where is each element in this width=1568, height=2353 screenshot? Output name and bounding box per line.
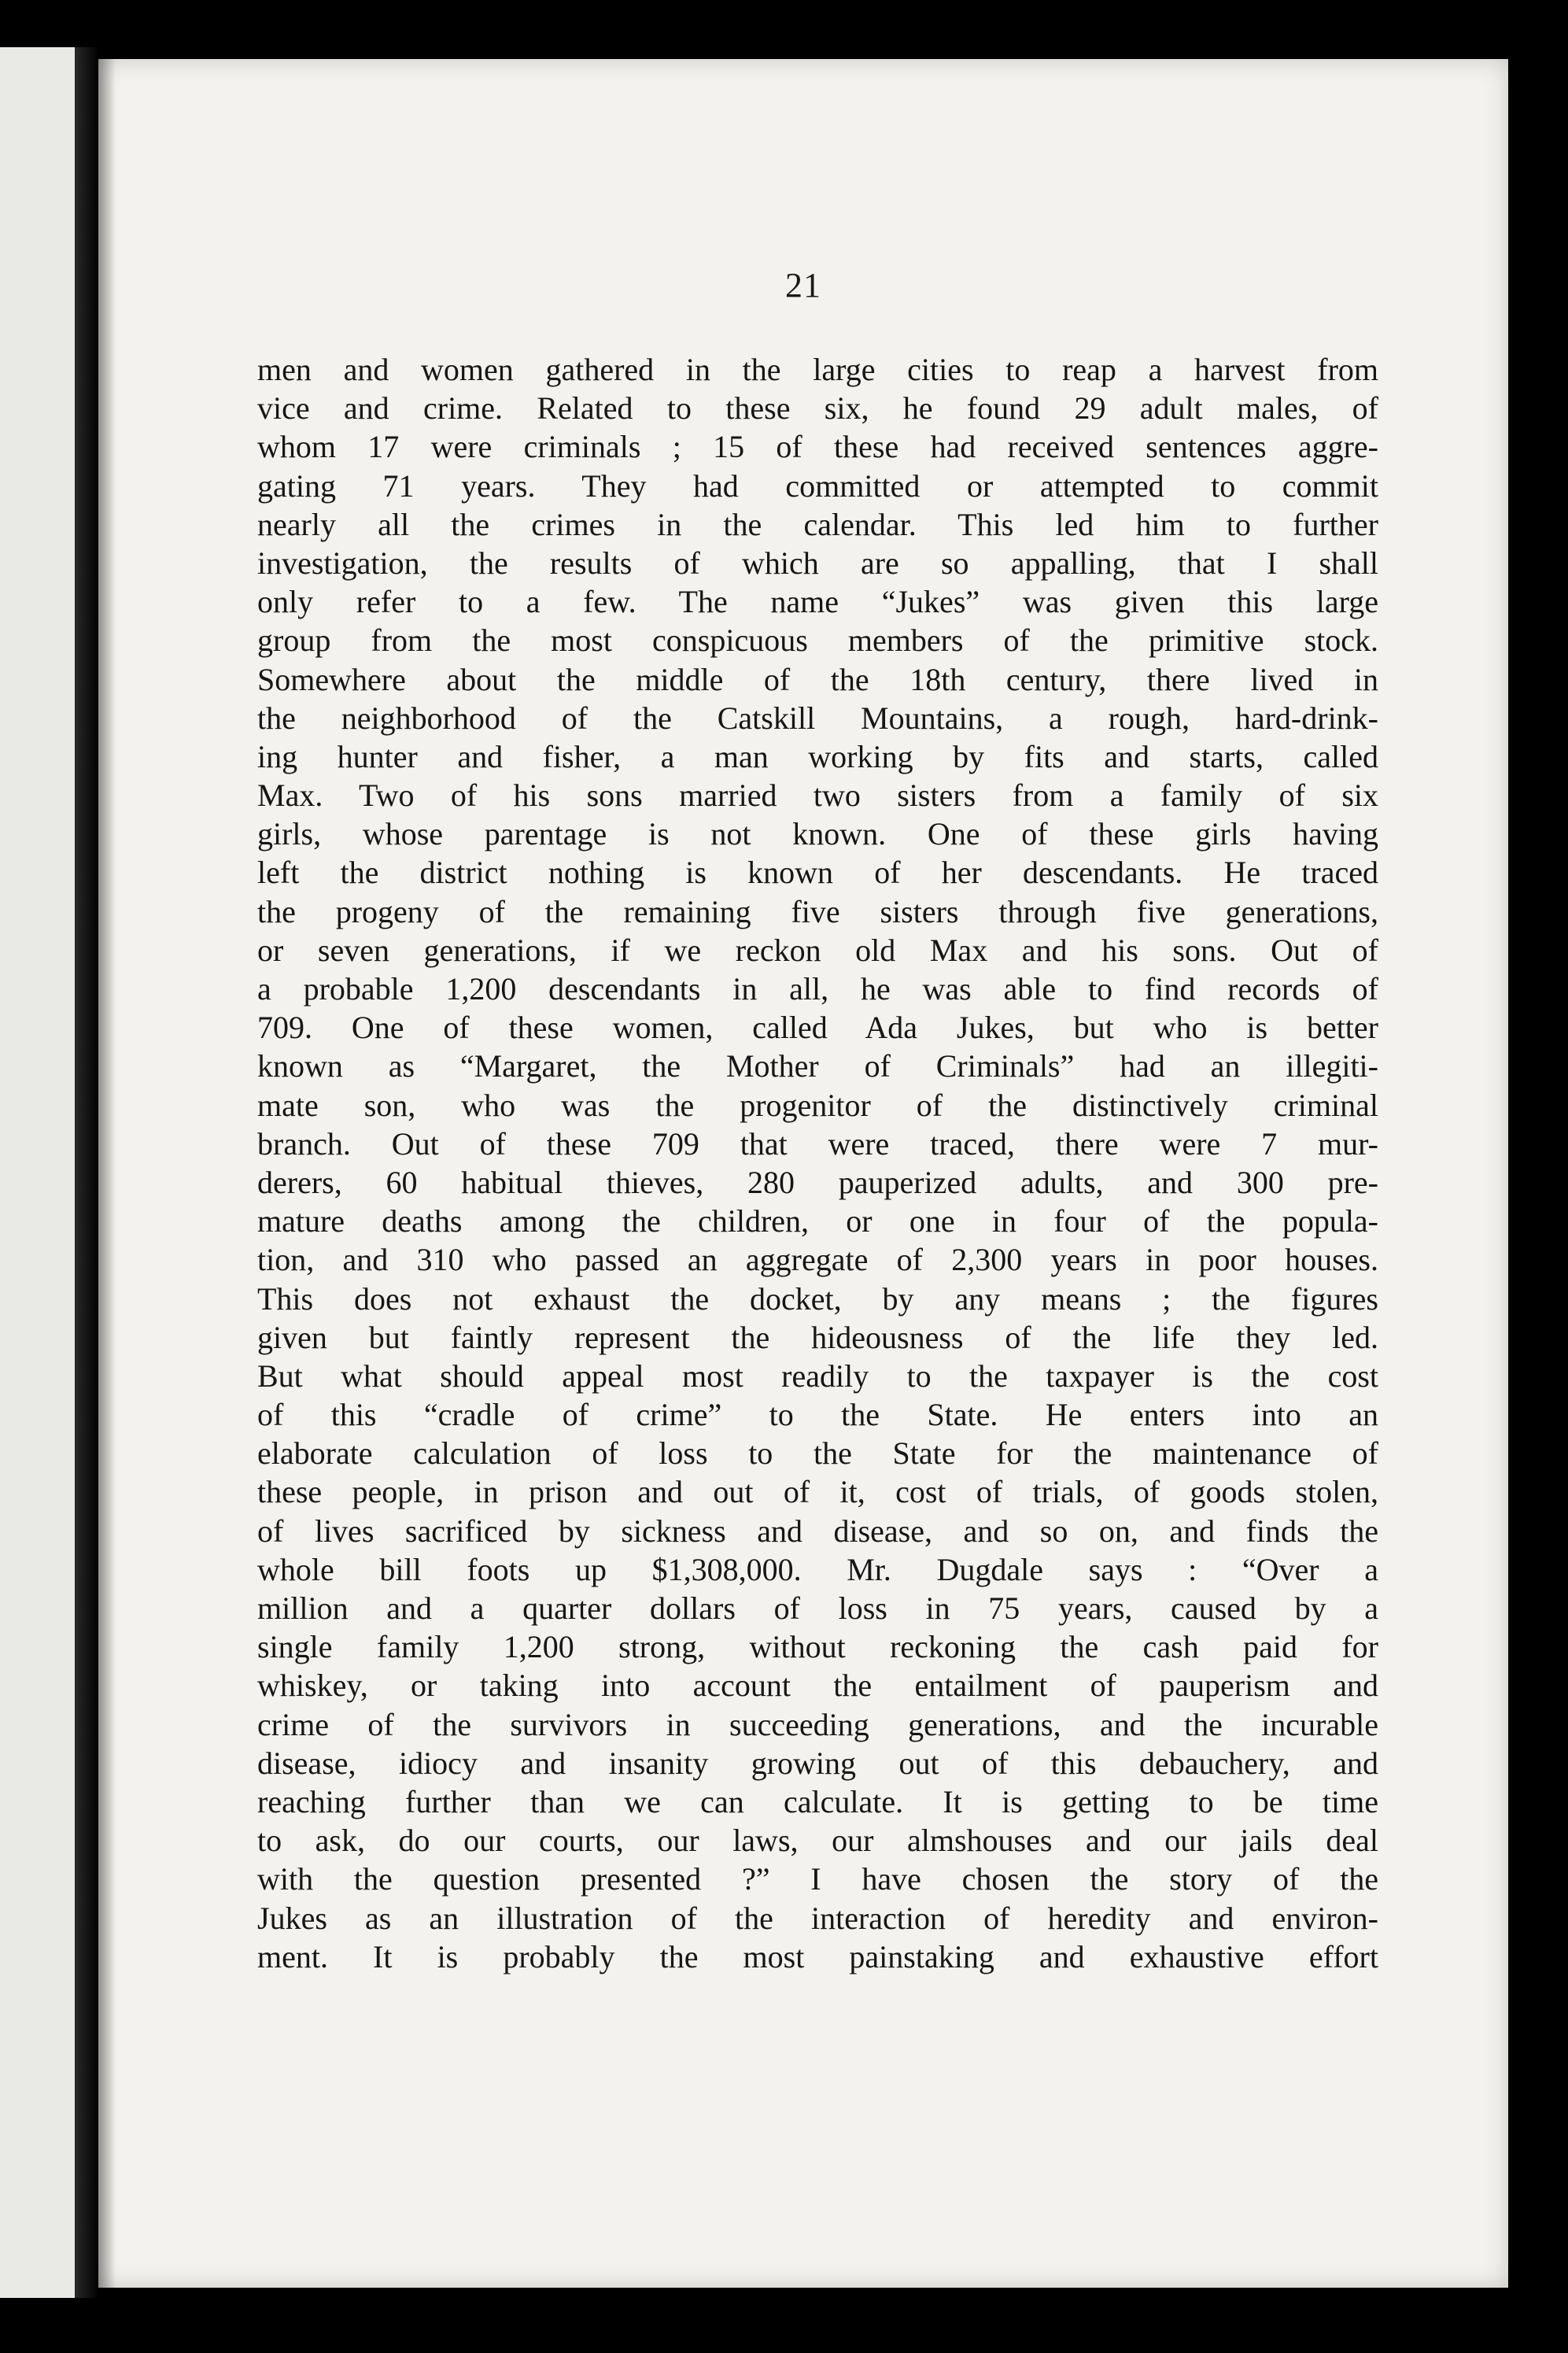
text-line: mate son, who was the progenitor of the distinctively criminal bbox=[257, 1087, 1378, 1123]
text-line: ment. It is probably the most painstaking and exhaustive effort bbox=[257, 1938, 1378, 1974]
text-line: But what should appeal most readily to the taxpayer is the cost bbox=[257, 1358, 1378, 1394]
page-number: 21 bbox=[785, 266, 821, 305]
text-line: tion, and 310 who passed an aggregate of 2,300 years in poor houses. bbox=[257, 1242, 1378, 1278]
text-line: crime of the survivors in succeeding generations, and the incurable bbox=[257, 1706, 1378, 1742]
text-line: these people, in prison and out of it, cost of trials, of goods stolen, bbox=[257, 1474, 1378, 1510]
text-line: investigation, the results of which are so appalling, that I shall bbox=[257, 545, 1378, 581]
text-line: Jukes as an illustration of the interaction of heredity and environ- bbox=[257, 1900, 1378, 1936]
text-line: or seven generations, if we reckon old Max and his sons. Out of bbox=[257, 932, 1378, 968]
text-line: ing hunter and fisher, a man working by fits and starts, called bbox=[257, 738, 1378, 774]
text-line: only refer to a few. The name “Jukes” was given this large bbox=[257, 584, 1378, 620]
text-line: the neighborhood of the Catskill Mountains, a rough, hard-drink- bbox=[257, 700, 1378, 736]
text-line: Somewhere about the middle of the 18th century, there lived in bbox=[257, 661, 1378, 697]
text-line: vice and crime. Related to these six, he found 29 adult males, of bbox=[257, 390, 1378, 427]
text-line: 709. One of these women, called Ada Jukes, but who is better bbox=[257, 1010, 1378, 1046]
text-line: Max. Two of his sons married two sisters from a family of six bbox=[257, 778, 1378, 814]
text-line: known as “Margaret, the Mother of Criminals” had an illegiti- bbox=[257, 1048, 1378, 1084]
text-line: mature deaths among the children, or one in four of the popula- bbox=[257, 1203, 1378, 1239]
text-line: a probable 1,200 descendants in all, he was able to find records of bbox=[257, 971, 1378, 1007]
text-line: girls, whose parentage is not known. One of these girls having bbox=[257, 816, 1378, 852]
text-line: men and women gathered in the large cities to reap a harvest from bbox=[257, 352, 1378, 387]
text-line: million and a quarter dollars of loss in 75 years, caused by a bbox=[257, 1590, 1378, 1626]
text-line: left the district nothing is known of her descendants. He traced bbox=[257, 855, 1378, 891]
text-line: This does not exhaust the docket, by any means ; the figures bbox=[257, 1280, 1378, 1317]
text-line: whom 17 were criminals ; 15 of these had received sentences aggre- bbox=[257, 429, 1378, 465]
text-line: whole bill foots up $1,308,000. Mr. Dugdale says : “Over a bbox=[257, 1551, 1378, 1587]
text-line: to ask, do our courts, our laws, our almshouses and our jails deal bbox=[257, 1823, 1378, 1859]
text-line: disease, idiocy and insanity growing out of this debauchery, and bbox=[257, 1745, 1378, 1781]
text-line: single family 1,200 strong, without reckoning the cash paid for bbox=[257, 1629, 1378, 1665]
text-line: the progeny of the remaining five sisters through five generations, bbox=[257, 893, 1378, 929]
text-line: given but faintly represent the hideousness of the life they led. bbox=[257, 1319, 1378, 1355]
body-text bbox=[257, 350, 1378, 1976]
facing-page-edge bbox=[0, 47, 75, 2298]
book-page bbox=[98, 59, 1508, 2288]
text-line: nearly all the crimes in the calendar. This led him to further bbox=[257, 506, 1378, 542]
text-line: group from the most conspicuous members of the primitive stock. bbox=[257, 622, 1378, 659]
text-line: gating 71 years. They had committed or attempted to commit bbox=[257, 467, 1378, 504]
page-inner-shadow bbox=[98, 59, 116, 2288]
text-line: of lives sacrificed by sickness and disease, and so on, and finds the bbox=[257, 1513, 1378, 1549]
text-line: whiskey, or taking into account the entailment of pauperism and bbox=[257, 1668, 1378, 1704]
text-line: reaching further than we can calculate. It is getting to be time bbox=[257, 1783, 1378, 1819]
gutter-shadow bbox=[75, 47, 98, 2298]
text-line: of this “cradle of crime” to the State. He enters into an bbox=[257, 1397, 1378, 1433]
text-line: derers, 60 habitual thieves, 280 pauperized adults, and 300 pre- bbox=[257, 1164, 1378, 1200]
text-line: branch. Out of these 709 that were traced, there were 7 mur- bbox=[257, 1125, 1378, 1162]
text-line: elaborate calculation of loss to the State for the maintenance of bbox=[257, 1435, 1378, 1472]
text-line: with the question presented ?” I have chosen the story of the bbox=[257, 1861, 1378, 1897]
